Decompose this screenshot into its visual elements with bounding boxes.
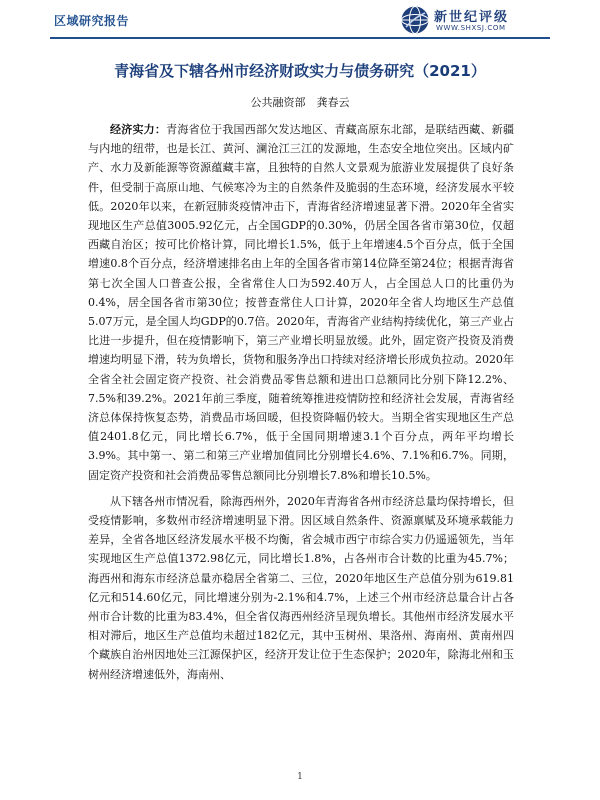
company-logo — [400, 4, 550, 36]
body-paragraph — [88, 492, 514, 684]
body-paragraph — [88, 120, 514, 485]
section-label: 区域研究报告 — [54, 14, 130, 28]
report-body — [88, 120, 514, 684]
page-header — [0, 0, 600, 40]
paragraph-lead-term: 经济实力： — [110, 123, 167, 136]
report-authors: 公共融资部 龚春云 — [250, 96, 350, 109]
header-divider — [50, 37, 550, 39]
globe-logo-icon — [400, 5, 430, 35]
paragraph-text: 青海省位于我国西部欠发达地区、青藏高原东北部，是联结西藏、新疆与内地的纽带，也是长江、黄河、澜沧江三江的发源地，生态安全地位突出。区域内矿产、水力及新能源等资源蕴藏丰富，且独特的自然人文景观为旅游业发展提供了良好条件，但受制于高原山地、气候寒冷为主的自然条件及脆弱的生态环境，经济发展水平较低。2020年以来，在新冠肺炎疫情冲击下，青海省经济增速显著下滑。2020年全省实现地区生产总值3005.92亿元，占全国GDP的0.30%，仍居全国各省市第30位，仅超西藏自治区；按可比价格计算，同比增长1.5%，低于上年增速4.5个百分点，低于全国增速0.8个百分点，经济增速排名由上年的全国各省市第14位降至第24位；根据青海省第七次全国人口普查公报，全省常住人口为592.40万人，占全国总人口的比重仍为0.4%，居全国各省市第30位；按普查常住人口计算，2020年全省人均地区生产总值5.07万元，是全国人均GDP的0.7倍。2020年，青海省产业结构持续优化，第三产业占比进一步提升，但在疫情影响下，第三产业增长明显放缓。此外，固定资产投资及消费增速均明显下滑，转为负增长，货物和服务净出口持续对经济增长形成负拉动。2020年全省全社会固定资产投资、社会消费品零售总额和进出口总额同比分别下降12.2%、7.5%和39.2%。2021年前三季度，随着统筹推进疫情防控和经济社会发展，青海省经济总体保持恢复态势，消费品市场回暖，但投资降幅仍较大。当期全省实现地区生产总值2401.8亿元，同比增长6.7%，低于全国同期增速3.1个百分点，两年平均增长3.9%。其中第一、第二和第三产业增加值同比分别增长4.6%、7.1%和6.7%。同期，固定资产投资和社会消费品零售总额同比分别增长7.8%和增长10.5%。 — [88, 123, 515, 482]
logo-name: 新世纪评级 — [434, 10, 510, 25]
paragraph-text: 从下辖各州市情况看，除海西州外，2020年青海省各州市经济总量均保持增长，但受疫情影响，多数州市经济增速明显下滑。因区域自然条件、资源禀赋及环境承载能力差异，全省各地区经济发展水平极不均衡，省会城市西宁市综合实力仍遥遥领先，当年实现地区生产总值1372.98亿元，同比增长1.8%，占各州市合计数的比重为45.7%；海西州和海东市经济总量亦稳居全省第二、三位，2020年地区生产总值分别为619.81亿元和514.60亿元，同比增速分别为-2.1%和4.7%，上述三个州市经济总量合计占各州市合计数的比重为83.4%，但全省仅海西州经济呈现负增长。其他州市经济发展水平相对滞后，地区生产总值均未超过182亿元，其中玉树州、果洛州、海南州、黄南州四个藏族自治州因地处三江源保护区，经济开发让位于生态保护；2020年，除海北州和玉树州经济增速低外，海南州、 — [88, 494, 514, 681]
page-number: 1 — [297, 772, 303, 782]
report-title: 青海省及下辖各州市经济财政实力与债务研究（2021） — [114, 62, 486, 80]
logo-website: WWW.SHXSJ.COM — [436, 24, 506, 32]
